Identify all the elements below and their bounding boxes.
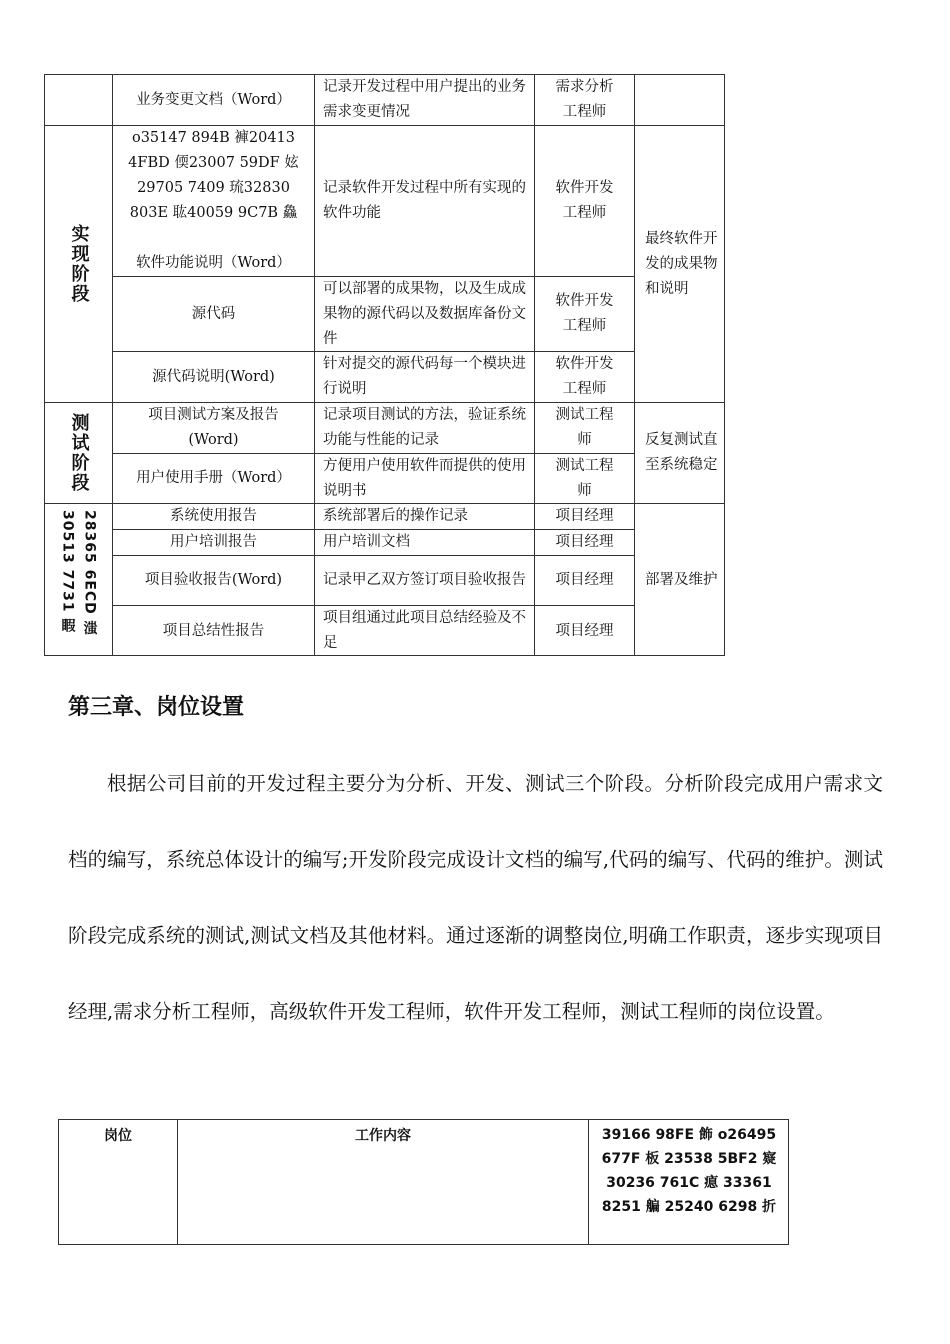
doc-role-cell: 需求分析工程师 <box>555 79 614 120</box>
stage-label-deployment: 28365 6ECD 滍 30513 7731 睱 <box>59 510 98 636</box>
doc-role-cell: 项目经理 <box>555 534 614 550</box>
doc-role-cell: 项目经理 <box>555 572 614 588</box>
chapter-heading: 第三章、岗位设置 <box>68 695 245 720</box>
doc-role-cell: 软件开发工程师 <box>555 293 614 334</box>
doc-desc-cell: 系统部署后的操作记录 <box>323 508 468 524</box>
doc-role-cell: 项目经理 <box>555 508 614 524</box>
stage-label-testing: 测试阶段 <box>68 413 90 493</box>
col-header-code-text: 39166 98FE 飾 o26495 677F 板 23538 5BF2 寲 30236 761C 瘜 33361 8251 艑 25240 6298 折 <box>601 1127 777 1215</box>
doc-role-cell: 项目经理 <box>555 622 614 639</box>
stage-note-testing: 反复测试直至系统稳定 <box>645 432 718 473</box>
doc-name-cell: 用户使用手册（Word） <box>136 470 291 486</box>
doc-desc-cell: 记录甲乙双方签订项目验收报告 <box>323 572 526 588</box>
doc-role-cell: 软件开发工程师 <box>555 180 614 221</box>
stage-label-implementation: 实现阶段 <box>68 224 90 304</box>
doc-role-cell: 软件开发工程师 <box>555 356 614 397</box>
doc-name-cell: 业务变更文档（Word） <box>136 91 291 108</box>
doc-role-cell: 测试工程师 <box>555 407 614 448</box>
col-header-position: 岗位 <box>104 1128 132 1144</box>
doc-desc-cell: 可以部署的成果物，以及生成成果物的源代码以及数据库备份文件 <box>323 280 526 347</box>
doc-desc-cell: 用户培训文档 <box>323 534 410 550</box>
doc-desc-cell: 针对提交的源代码每一个模块进行说明 <box>323 356 526 397</box>
doc-name-cell: o35147 894B 褲20413 4FBD 偄23007 59DF 妶29705 7409 琉32830 803E 耾40059 9C7B 鱻 软件功能说明（Word） <box>128 130 299 271</box>
doc-name-cell: 项目测试方案及报告(Word) <box>148 407 279 448</box>
doc-desc-cell: 方便用户使用软件而提供的使用说明书 <box>323 457 526 499</box>
doc-name-cell: 源代码 <box>191 305 236 322</box>
doc-desc-cell: 记录开发过程中用户提出的业务需求变更情况 <box>323 79 526 120</box>
doc-desc-cell: 记录软件开发过程中所有实现的软件功能 <box>323 180 526 221</box>
doc-name-cell: 系统使用报告 <box>170 508 257 524</box>
doc-name-cell: 用户培训报告 <box>170 534 257 550</box>
doc-desc-cell: 记录项目测试的方法，验证系统功能与性能的记录 <box>323 407 526 448</box>
col-header-work-content: 工作内容 <box>355 1128 411 1144</box>
doc-desc-cell: 项目组通过此项目总结经验及不足 <box>323 610 526 651</box>
doc-name-cell: 源代码说明(Word) <box>152 368 275 385</box>
stage-note-deployment: 部署及维护 <box>645 571 718 588</box>
doc-role-cell: 测试工程师 <box>555 457 614 499</box>
body-paragraph: 根据公司目前的开发过程主要分为分析、开发、测试三个阶段。分析阶段完成用户需求文档的编写，系统总体设计的编写;开发阶段完成设计文档的编写,代码的编写、代码的维护。测试阶段完成系统的测试,测试文档及其他材料。通过逐渐的调整岗位,明确工作职责，逐步实现项目经理,需求分析工程师，高级软件开发工程师，软件开发工程师，测试工程师的岗位设置。 <box>68 772 883 1023</box>
stage-note-implementation: 最终软件开发的成果物和说明 <box>645 230 718 297</box>
doc-name-cell: 项目验收报告(Word) <box>144 572 283 588</box>
doc-name-cell: 项目总结性报告 <box>162 622 265 639</box>
